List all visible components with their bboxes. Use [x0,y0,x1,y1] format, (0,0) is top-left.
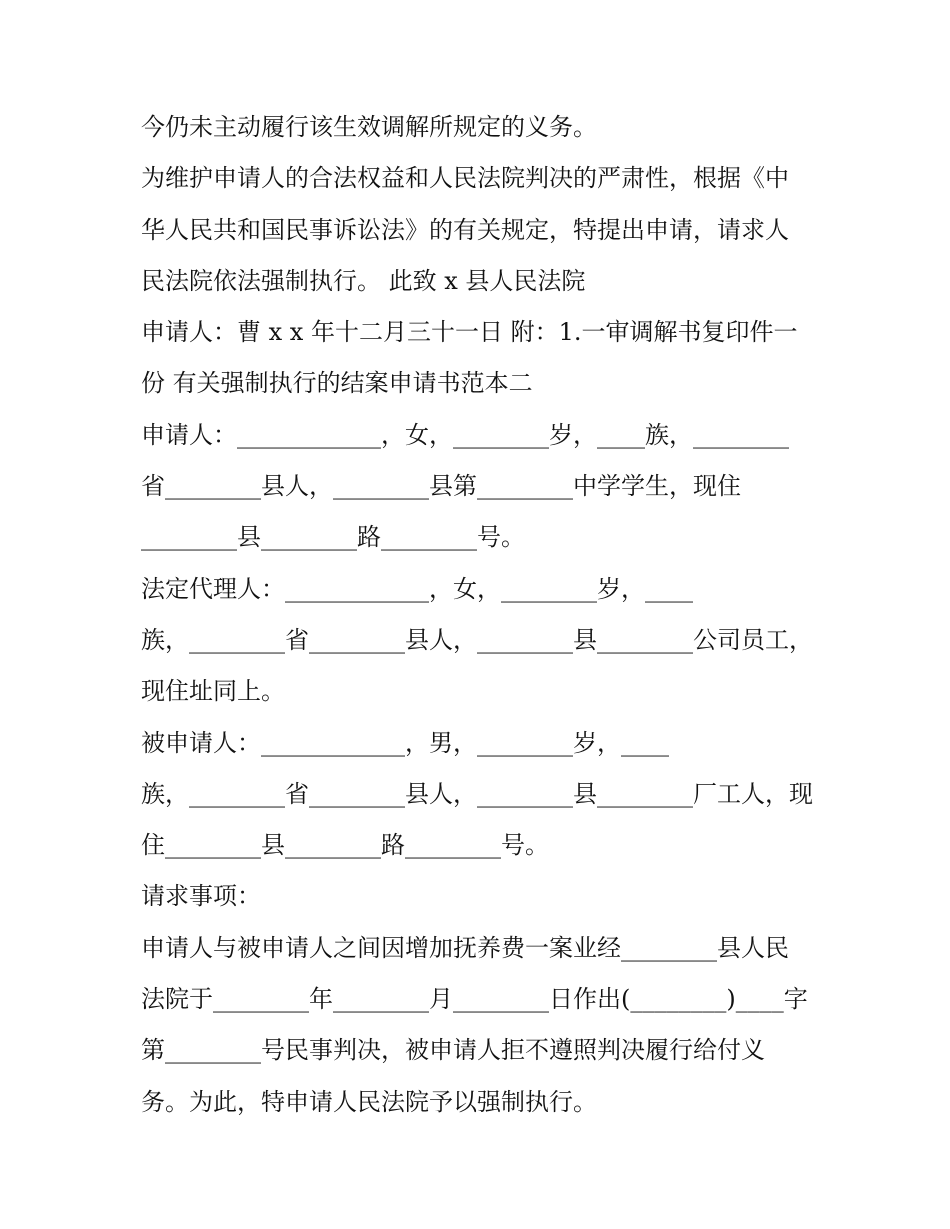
text-line: 申请人：曹 x x 年十二月三十一日 附：1.一审调解书复印件一 [141,318,798,347]
text-line: 住________县________路________号。 [141,831,549,860]
document-body [141,102,821,1128]
text-line: 务。为此，特申请人民法院予以强制执行。 [141,1087,597,1116]
text-line: 法定代理人：____________，女，________岁，____ [141,574,693,603]
text-line: 民法院依法强制执行。 此致 x 县人民法院 [141,266,586,295]
text-line: 法院于________年________月________日作出(________)____字 [141,985,808,1014]
text-line: 华人民共和国民事诉讼法》的有关规定，特提出申请，请求人 [141,215,789,244]
text-line: 请求事项： [141,882,261,911]
text-line: ________县________路________号。 [141,523,525,552]
text-line: 份 有关强制执行的结案申请书范本二 [141,369,533,398]
text-line: 族，________省________县人，________县________公司员工， [141,625,813,654]
text-line: 省________县人，________县第________中学学生，现住 [141,472,741,501]
text-line: 现住址同上。 [141,677,285,706]
text-line: 申请人：____________，女，________岁，____族，________ [141,420,789,449]
text-line: 被申请人：____________，男，________岁，____ [141,728,669,757]
text-line: 为维护申请人的合法权益和人民法院判决的严肃性，根据《中 [141,164,789,193]
text-line: 申请人与被申请人之间因增加抚养费一案业经________县人民 [141,933,789,962]
text-line: 第________号民事判决，被申请人拒不遵照判决履行给付义 [141,1036,765,1065]
text-line: 族，________省________县人，________县________厂工人，现 [141,779,813,808]
text-line: 今仍未主动履行该生效调解所规定的义务。 [141,113,597,141]
